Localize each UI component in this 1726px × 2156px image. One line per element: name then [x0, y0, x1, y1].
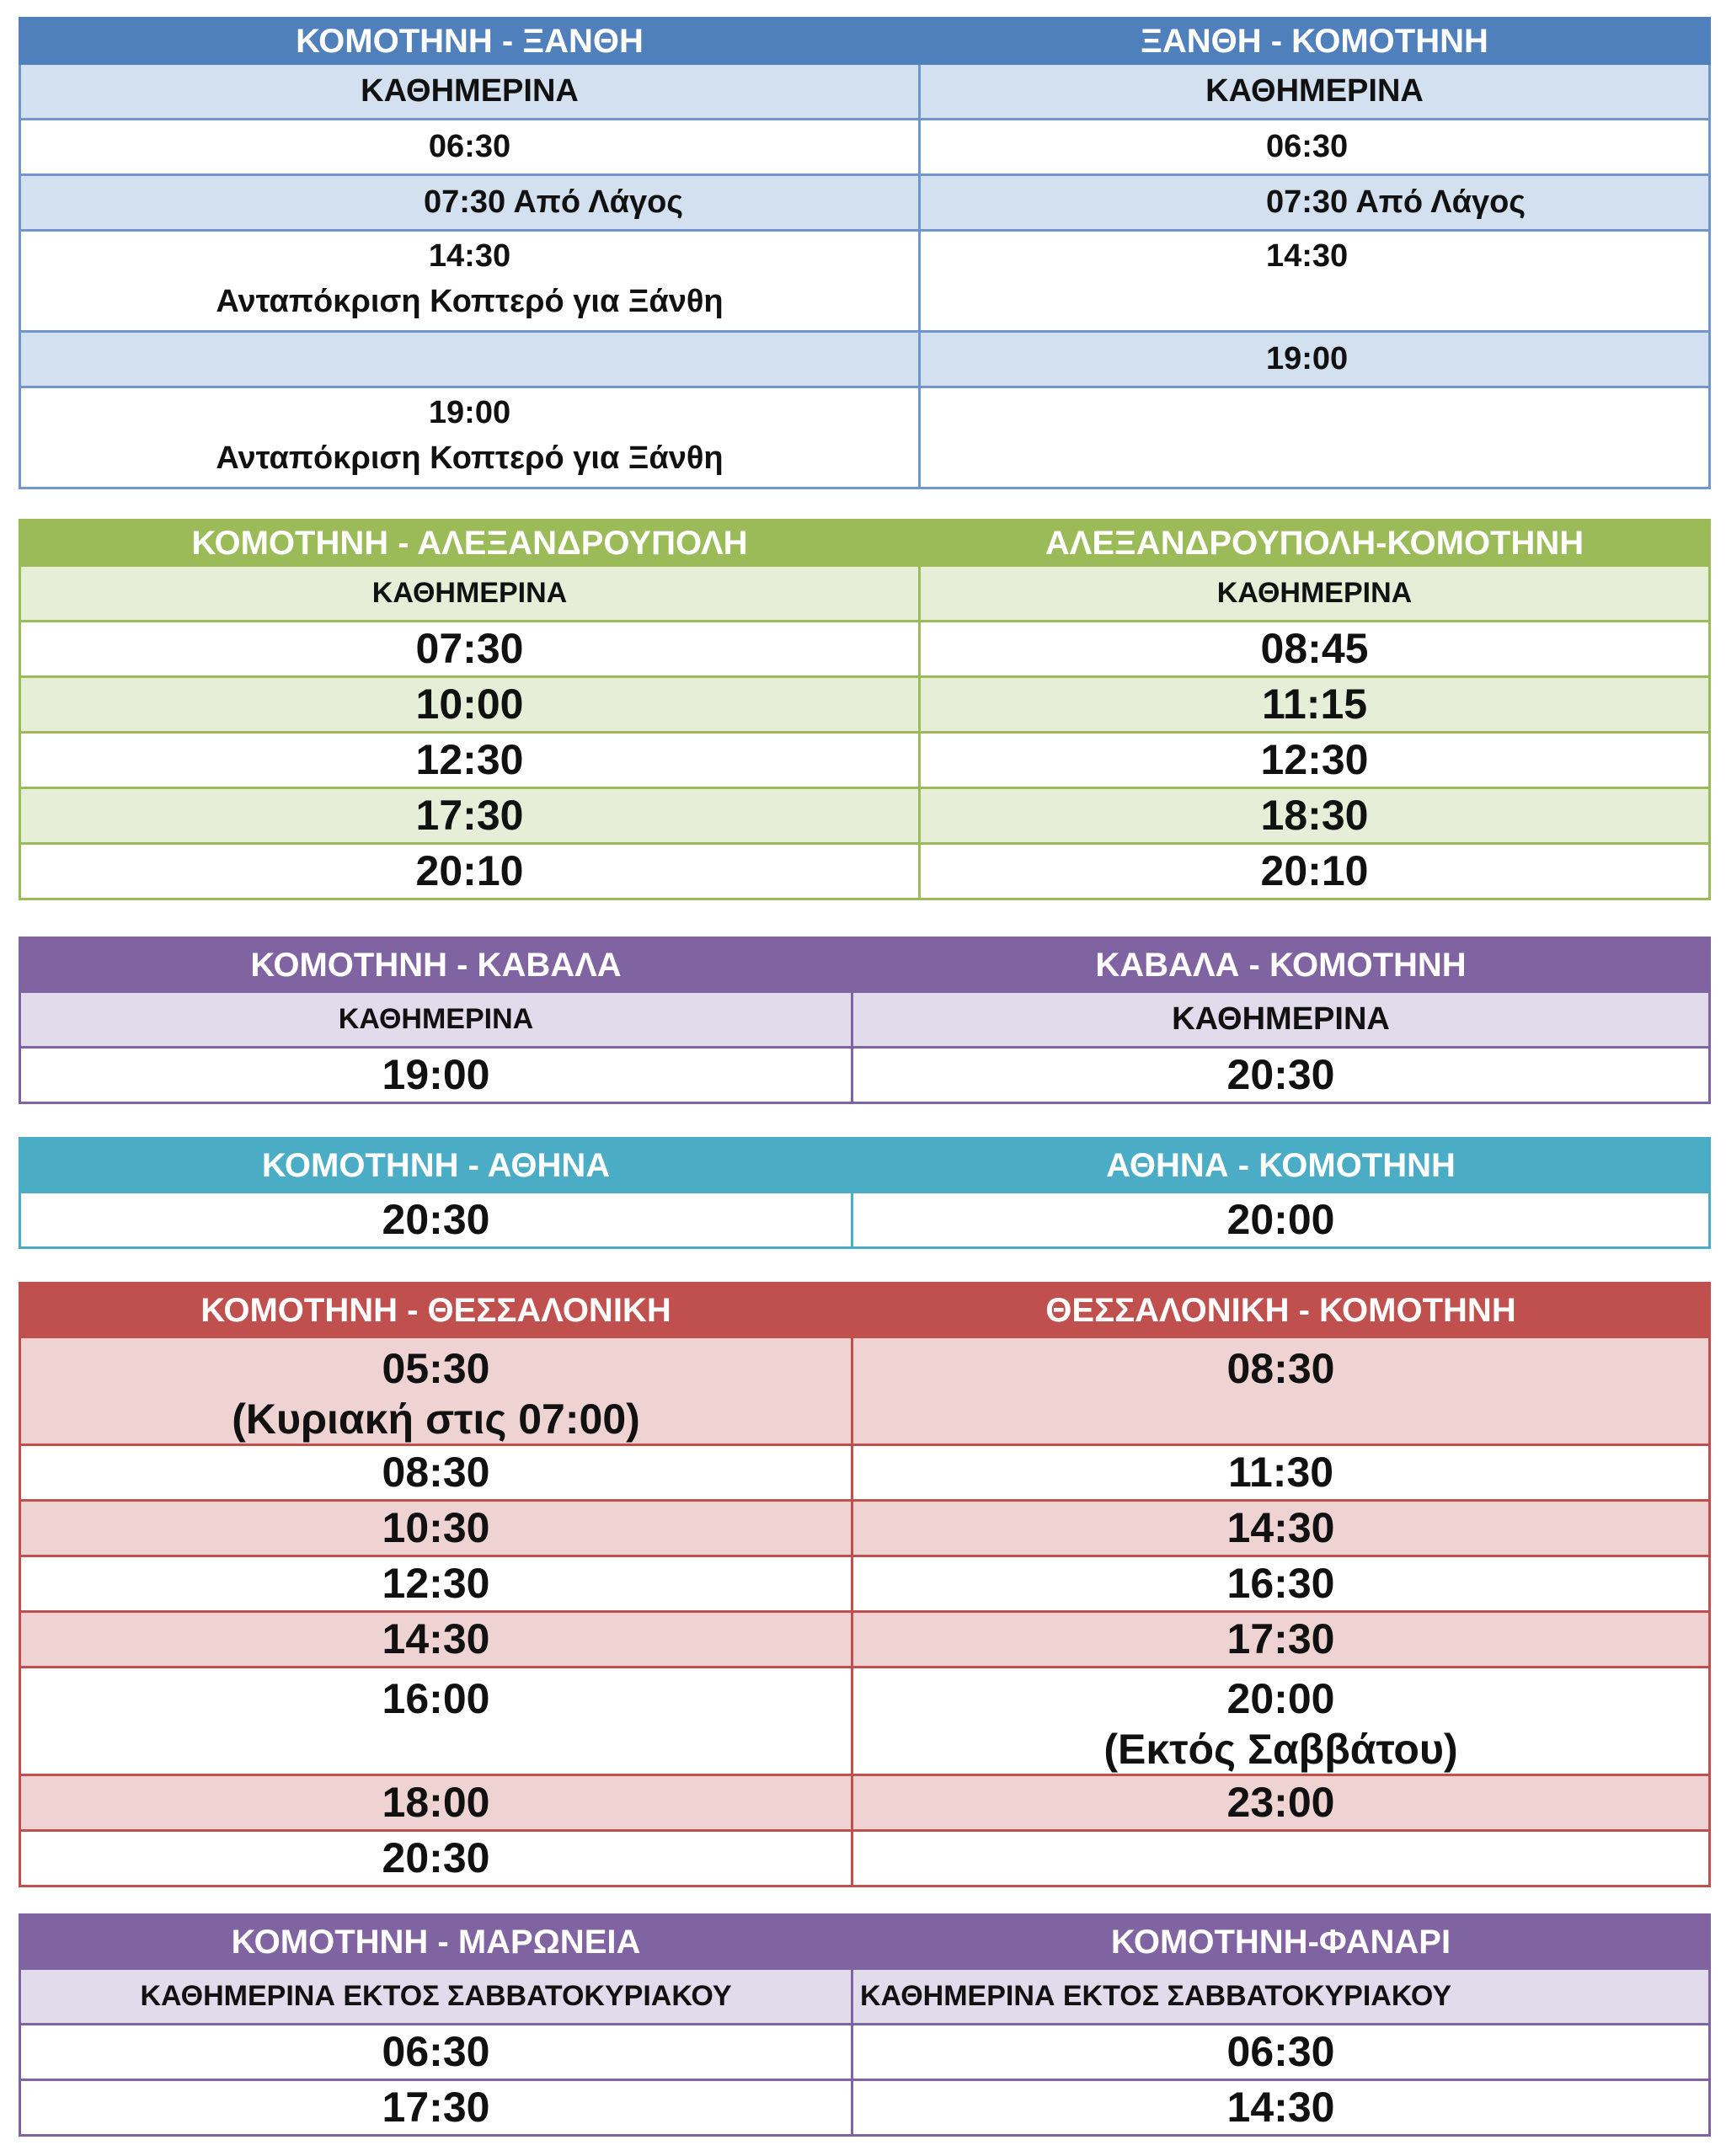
daily-label: ΚΑΘΗΜΕΡΙΝΑ — [852, 992, 1710, 1048]
empty-cell — [920, 387, 1710, 488]
departure-time: 20:10 — [20, 844, 920, 899]
departure-time: 14:30 — [428, 238, 511, 274]
departure-time: 17:30 — [20, 788, 920, 844]
alexandroupoli-schedule-table — [19, 519, 1711, 900]
departure-time: 08:45 — [920, 622, 1710, 677]
departure-time: 19:00 — [920, 332, 1710, 387]
departure-time: 07:30 Από Λάγος — [920, 175, 1710, 231]
departure-time: 14:30 — [852, 1501, 1710, 1556]
departure-time: 08:30 — [852, 1337, 1710, 1445]
sunday-note: (Κυριακή στις 07:00) — [232, 1395, 640, 1443]
route-title-thessaloniki-komotini: ΘΕΣΣΑΛΟΝΙΚΗ - ΚΟΜΟΤΗΝΗ — [852, 1283, 1710, 1337]
thessaloniki-schedule-table — [19, 1282, 1711, 1887]
maroneia-fanari-schedule-table — [19, 1913, 1711, 2137]
departure-cell — [852, 1668, 1710, 1775]
route-title-komotini-xanthi: ΚΟΜΟΤΗΝΗ - ΞΑΝΘΗ — [20, 19, 920, 64]
departure-time: 14:30 — [920, 231, 1710, 332]
departure-time: 20:10 — [920, 844, 1710, 899]
departure-time: 12:30 — [20, 733, 920, 788]
departure-cell — [20, 1337, 852, 1445]
departure-cell — [20, 387, 920, 488]
route-title-komotini-maroneia: ΚΟΜΟΤΗΝΗ - ΜΑΡΩΝΕΙΑ — [20, 1915, 852, 1969]
connection-note: Ανταπόκριση Κοπτερό για Ξάνθη — [216, 283, 724, 319]
except-saturday-note: (Εκτός Σαββάτου) — [1103, 1725, 1458, 1773]
departure-time: 19:00 — [20, 1048, 852, 1103]
route-title-komotini-fanari: ΚΟΜΟΤΗΝΗ-ΦΑΝΑΡΙ — [852, 1915, 1710, 1969]
departure-time: 11:15 — [920, 677, 1710, 733]
departure-time: 19:00 — [428, 395, 511, 430]
departure-time: 20:30 — [852, 1048, 1710, 1103]
daily-label: ΚΑΘΗΜΕΡΙΝΑ — [920, 64, 1710, 120]
weekdays-label: ΚΑΘΗΜΕΡΙΝΑ ΕΚΤΟΣ ΣΑΒΒΑΤΟΚΥΡΙΑΚΟΥ — [852, 1969, 1710, 2025]
departure-cell — [20, 231, 920, 332]
departure-time: 23:00 — [852, 1775, 1710, 1831]
departure-time: 06:30 — [20, 120, 920, 175]
departure-time: 06:30 — [920, 120, 1710, 175]
xanthi-schedule-table — [19, 17, 1711, 489]
empty-cell — [20, 332, 920, 387]
daily-label: ΚΑΘΗΜΕΡΙΝΑ — [20, 992, 852, 1048]
departure-time: 20:30 — [20, 1193, 852, 1248]
departure-time: 20:00 — [852, 1193, 1710, 1248]
departure-time: 14:30 — [20, 1612, 852, 1668]
route-title-komotini-thessaloniki: ΚΟΜΟΤΗΝΗ - ΘΕΣΣΑΛΟΝΙΚΗ — [20, 1283, 852, 1337]
connection-note: Ανταπόκριση Κοπτερό για Ξάνθη — [216, 440, 724, 476]
departure-time: 20:00 — [1226, 1675, 1335, 1722]
departure-time: 07:30 — [20, 622, 920, 677]
departure-time: 20:30 — [20, 1831, 852, 1886]
route-title-xanthi-komotini: ΞΑΝΘΗ - ΚΟΜΟΤΗΝΗ — [920, 19, 1710, 64]
departure-time: 11:30 — [852, 1445, 1710, 1501]
departure-time: 05:30 — [382, 1345, 490, 1392]
departure-time: 12:30 — [920, 733, 1710, 788]
route-title-athina-komotini: ΑΘΗΝΑ - ΚΟΜΟΤΗΝΗ — [852, 1139, 1710, 1193]
departure-time: 16:00 — [20, 1668, 852, 1775]
athina-schedule-table — [19, 1137, 1711, 1249]
daily-label: ΚΑΘΗΜΕΡΙΝΑ — [920, 566, 1710, 622]
departure-time: 06:30 — [852, 2025, 1710, 2080]
departure-time: 16:30 — [852, 1556, 1710, 1612]
daily-label: ΚΑΘΗΜΕΡΙΝΑ — [20, 566, 920, 622]
departure-time: 10:00 — [20, 677, 920, 733]
kavala-schedule-table — [19, 937, 1711, 1104]
departure-time: 18:30 — [920, 788, 1710, 844]
empty-cell — [852, 1831, 1710, 1886]
route-title-komotini-kavala: ΚΟΜΟΤΗΝΗ - ΚΑΒΑΛΑ — [20, 938, 852, 992]
daily-label: ΚΑΘΗΜΕΡΙΝΑ — [20, 64, 920, 120]
departure-time: 10:30 — [20, 1501, 852, 1556]
departure-time: 17:30 — [20, 2080, 852, 2136]
route-title-kavala-komotini: ΚΑΒΑΛΑ - ΚΟΜΟΤΗΝΗ — [852, 938, 1710, 992]
departure-time: 07:30 Από Λάγος — [20, 175, 920, 231]
weekdays-label: ΚΑΘΗΜΕΡΙΝΑ ΕΚΤΟΣ ΣΑΒΒΑΤΟΚΥΡΙΑΚΟΥ — [20, 1969, 852, 2025]
departure-time: 18:00 — [20, 1775, 852, 1831]
departure-time: 12:30 — [20, 1556, 852, 1612]
route-title-komotini-athina: ΚΟΜΟΤΗΝΗ - ΑΘΗΝΑ — [20, 1139, 852, 1193]
route-title-komotini-alexandroupoli: ΚΟΜΟΤΗΝΗ - ΑΛΕΞΑΝΔΡΟΥΠΟΛΗ — [20, 520, 920, 566]
departure-time: 17:30 — [852, 1612, 1710, 1668]
departure-time: 06:30 — [20, 2025, 852, 2080]
departure-time: 08:30 — [20, 1445, 852, 1501]
route-title-alexandroupoli-komotini: ΑΛΕΞΑΝΔΡΟΥΠΟΛΗ-ΚΟΜΟΤΗΝΗ — [920, 520, 1710, 566]
departure-time: 14:30 — [852, 2080, 1710, 2136]
